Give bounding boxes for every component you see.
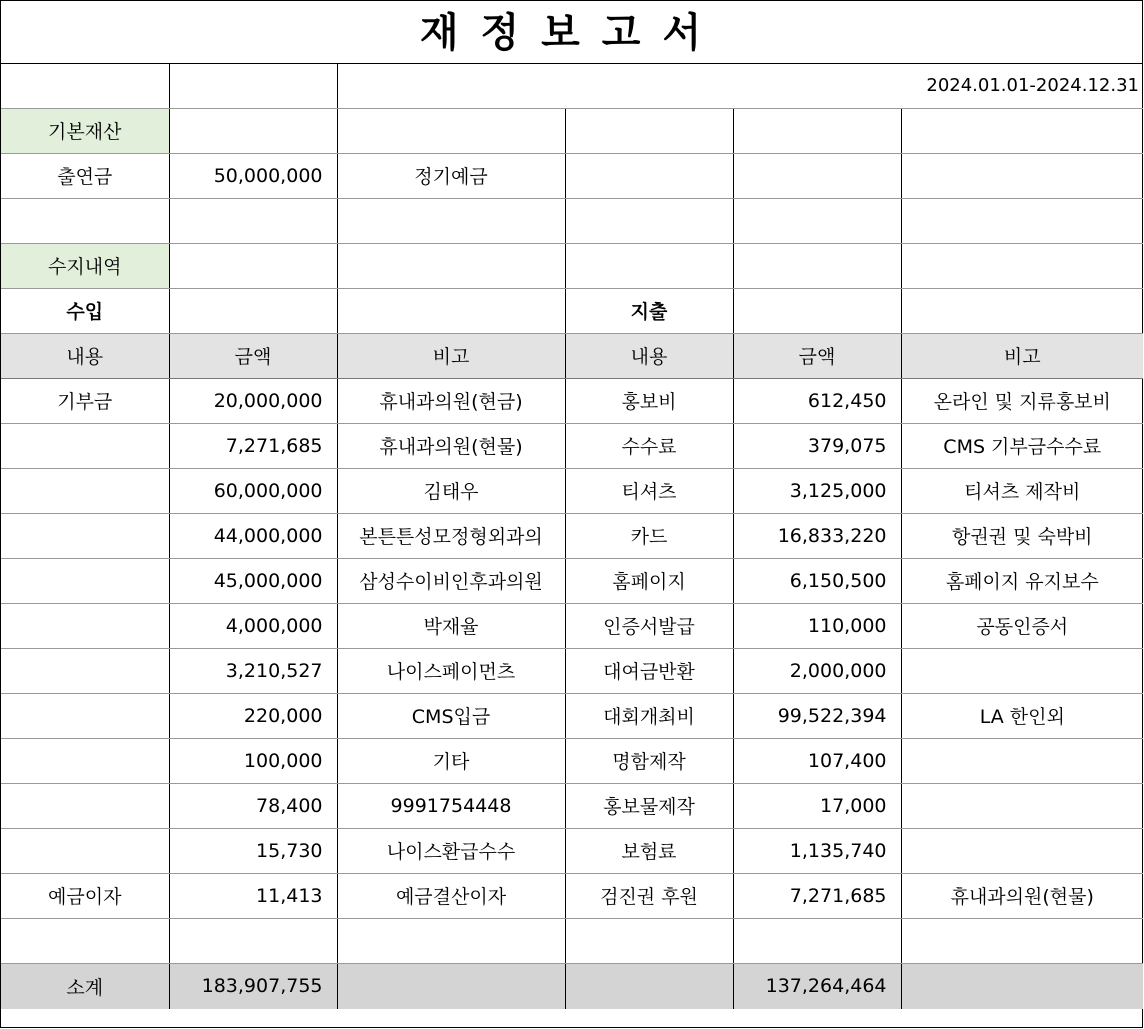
expense-amount[interactable]: 3,125,000 (733, 468, 901, 513)
income-note[interactable]: 나이스페이먼츠 (337, 648, 565, 693)
cell[interactable] (733, 153, 901, 198)
income-item[interactable] (1, 828, 169, 873)
income-note[interactable]: 삼성수이비인후과의원 (337, 558, 565, 603)
expense-note[interactable]: 공동인증서 (901, 603, 1143, 648)
table-row (1, 468, 1143, 513)
expense-heading[interactable]: 지출 (565, 288, 733, 333)
subtotal-row (1, 963, 1143, 1009)
income-item[interactable]: 기부금 (1, 378, 169, 423)
income-note[interactable]: 휴내과의원(현물) (337, 423, 565, 468)
expense-amount[interactable]: 379,075 (733, 423, 901, 468)
expense-note[interactable]: 휴내과의원(현물) (901, 873, 1143, 918)
expense-amount[interactable]: 612,450 (733, 378, 901, 423)
cell[interactable] (169, 63, 337, 108)
table-row (1, 513, 1143, 558)
cell[interactable] (337, 288, 565, 333)
expense-item[interactable]: 홈페이지 (565, 558, 733, 603)
expense-item[interactable]: 인증서발급 (565, 603, 733, 648)
income-note[interactable]: 휴내과의원(현금) (337, 378, 565, 423)
expense-item[interactable]: 명함제작 (565, 738, 733, 783)
table-row (1, 558, 1143, 603)
expense-note[interactable] (901, 783, 1143, 828)
empty-row (1, 198, 1143, 243)
report-title: 재정보고서 (1, 1, 1142, 64)
income-amount[interactable]: 15,730 (169, 828, 337, 873)
header-income-item[interactable]: 내용 (1, 333, 169, 378)
header-expense-item[interactable]: 내용 (565, 333, 733, 378)
cell[interactable] (337, 963, 565, 1009)
income-item[interactable] (1, 603, 169, 648)
income-amount[interactable]: 60,000,000 (169, 468, 337, 513)
income-item[interactable] (1, 783, 169, 828)
expense-item[interactable]: 수수료 (565, 423, 733, 468)
cell[interactable] (169, 243, 337, 288)
cell[interactable] (565, 963, 733, 1009)
expense-item[interactable]: 대여금반환 (565, 648, 733, 693)
cell[interactable] (169, 108, 337, 153)
income-note[interactable]: 9991754448 (337, 783, 565, 828)
expense-item[interactable]: 홍보비 (565, 378, 733, 423)
basic-assets-section-row (1, 108, 1143, 153)
expense-note[interactable]: CMS 기부금수수료 (901, 423, 1143, 468)
income-amount[interactable]: 45,000,000 (169, 558, 337, 603)
expense-amount[interactable]: 99,522,394 (733, 693, 901, 738)
table-row (1, 693, 1143, 738)
income-heading[interactable]: 수입 (1, 288, 169, 333)
cell[interactable] (901, 198, 1143, 243)
income-item[interactable] (1, 513, 169, 558)
income-note[interactable]: 예금결산이자 (337, 873, 565, 918)
cell[interactable] (733, 288, 901, 333)
contribution-amount[interactable]: 50,000,000 (169, 153, 337, 198)
income-expense-title-row (1, 288, 1143, 333)
cell[interactable] (169, 918, 337, 963)
income-item[interactable] (1, 693, 169, 738)
income-amount[interactable]: 100,000 (169, 738, 337, 783)
income-note[interactable]: 나이스환급수수 (337, 828, 565, 873)
income-item[interactable] (1, 468, 169, 513)
expense-note[interactable] (901, 738, 1143, 783)
column-header-row (1, 333, 1143, 378)
cell[interactable] (901, 153, 1143, 198)
table-row (1, 648, 1143, 693)
header-income-amount[interactable]: 금액 (169, 333, 337, 378)
expense-note[interactable] (901, 828, 1143, 873)
cell[interactable] (1, 918, 169, 963)
header-expense-note[interactable]: 비고 (901, 333, 1143, 378)
cell[interactable] (901, 108, 1143, 153)
expense-amount[interactable]: 7,271,685 (733, 873, 901, 918)
cell[interactable] (733, 918, 901, 963)
header-expense-amount[interactable]: 금액 (733, 333, 901, 378)
cell[interactable] (565, 153, 733, 198)
expense-item[interactable]: 티셔츠 (565, 468, 733, 513)
income-note[interactable]: 박재율 (337, 603, 565, 648)
income-item[interactable] (1, 423, 169, 468)
cell[interactable] (337, 243, 565, 288)
expense-amount[interactable]: 107,400 (733, 738, 901, 783)
cell[interactable] (565, 243, 733, 288)
header-income-note[interactable]: 비고 (337, 333, 565, 378)
cell[interactable] (1, 63, 169, 108)
expense-amount[interactable]: 16,833,220 (733, 513, 901, 558)
expense-amount[interactable]: 110,000 (733, 603, 901, 648)
cell[interactable] (901, 918, 1143, 963)
income-note[interactable]: 기타 (337, 738, 565, 783)
table-row (1, 738, 1143, 783)
financial-table (1, 63, 1143, 1009)
income-amount[interactable]: 7,271,685 (169, 423, 337, 468)
cell[interactable] (733, 243, 901, 288)
table-row (1, 873, 1143, 918)
expense-item[interactable]: 대회개최비 (565, 693, 733, 738)
income-amount[interactable]: 4,000,000 (169, 603, 337, 648)
expense-amount[interactable]: 6,150,500 (733, 558, 901, 603)
expense-total[interactable]: 137,264,464 (733, 963, 901, 1009)
income-item[interactable] (1, 648, 169, 693)
cell[interactable] (901, 963, 1143, 1009)
expense-amount[interactable]: 1,135,740 (733, 828, 901, 873)
income-expense-section-row (1, 243, 1143, 288)
income-item[interactable]: 예금이자 (1, 873, 169, 918)
cell[interactable] (337, 198, 565, 243)
contribution-note[interactable]: 정기예금 (337, 153, 565, 198)
income-amount[interactable]: 3,210,527 (169, 648, 337, 693)
contribution-label[interactable]: 출연금 (1, 153, 169, 198)
expense-item[interactable]: 검진권 후원 (565, 873, 733, 918)
income-item[interactable] (1, 738, 169, 783)
income-note[interactable]: CMS입금 (337, 693, 565, 738)
period-row (1, 63, 1143, 108)
table-row (1, 423, 1143, 468)
income-item[interactable] (1, 558, 169, 603)
income-amount[interactable]: 220,000 (169, 693, 337, 738)
income-expense-label[interactable]: 수지내역 (1, 243, 169, 288)
contribution-row (1, 153, 1143, 198)
expense-note[interactable]: 온라인 및 지류홍보비 (901, 378, 1143, 423)
income-amount[interactable]: 20,000,000 (169, 378, 337, 423)
cell[interactable] (337, 108, 565, 153)
basic-assets-label[interactable]: 기본재산 (1, 108, 169, 153)
cell[interactable] (337, 918, 565, 963)
cell[interactable] (169, 288, 337, 333)
expense-note[interactable]: 티셔츠 제작비 (901, 468, 1143, 513)
cell[interactable] (901, 243, 1143, 288)
expense-note[interactable]: LA 한인외 (901, 693, 1143, 738)
income-note[interactable]: 김태우 (337, 468, 565, 513)
expense-amount[interactable]: 2,000,000 (733, 648, 901, 693)
cell[interactable] (565, 918, 733, 963)
expense-item[interactable]: 카드 (565, 513, 733, 558)
empty-row (1, 918, 1143, 963)
cell[interactable] (1, 198, 169, 243)
cell[interactable] (565, 198, 733, 243)
expense-item[interactable]: 보험료 (565, 828, 733, 873)
income-amount[interactable]: 11,413 (169, 873, 337, 918)
income-amount[interactable]: 44,000,000 (169, 513, 337, 558)
expense-note[interactable]: 항권권 및 숙박비 (901, 513, 1143, 558)
expense-amount[interactable]: 17,000 (733, 783, 901, 828)
table-row (1, 378, 1143, 423)
expense-item[interactable]: 홍보물제작 (565, 783, 733, 828)
cell[interactable] (733, 108, 901, 153)
cell[interactable] (565, 108, 733, 153)
income-amount[interactable]: 78,400 (169, 783, 337, 828)
expense-note[interactable]: 홈페이지 유지보수 (901, 558, 1143, 603)
report-period[interactable]: 2024.01.01-2024.12.31 (337, 63, 1143, 108)
cell[interactable] (169, 198, 337, 243)
expense-note[interactable] (901, 648, 1143, 693)
table-row (1, 828, 1143, 873)
cell[interactable] (733, 198, 901, 243)
subtotal-label[interactable]: 소계 (1, 963, 169, 1009)
income-note[interactable]: 본튼튼성모정형외과의 (337, 513, 565, 558)
income-total[interactable]: 183,907,755 (169, 963, 337, 1009)
table-row (1, 603, 1143, 648)
table-row (1, 783, 1143, 828)
cell[interactable] (901, 288, 1143, 333)
